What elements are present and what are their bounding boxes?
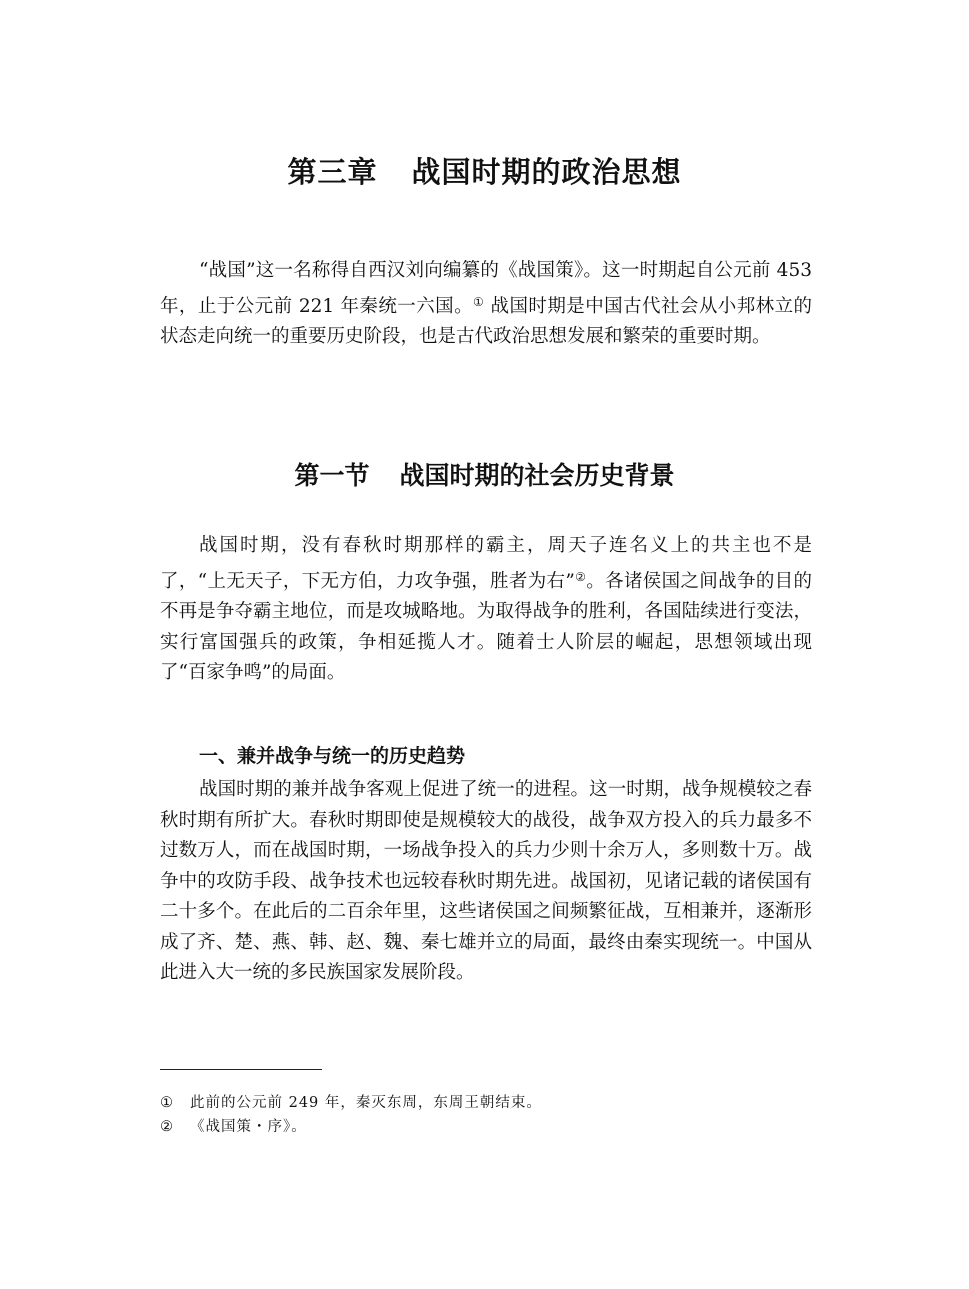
intro-paragraph (160, 256, 812, 353)
subsection-paragraph: 战国时期的兼并战争客观上促进了统一的进程。这一时期，战争规模较之春秋时期有所扩大。春秋时期即使是规模较大的战役，战争双方投入的兵力最多不过数万人，而在战国时期，一场战争投入的兵力少则十余万人，多则数十万。战争中的攻防手段、战争技术也远较春秋时期先进。战国初，见诸记载的诸侯国有二十多个。在此后的二百余年里，这些诸侯国之间频繁征战，互相兼并，逐渐形成了齐、楚、燕、韩、赵、魏、秦七雄并立的局面，最终由秦实现统一。中国从此进入大一统的多民族国家发展阶段。 (160, 779, 812, 983)
section-paragraph (160, 531, 812, 689)
footnote-2-text: 《战国策・序》。 (190, 1119, 307, 1135)
footnote-divider (160, 1069, 322, 1070)
footnote-reference-2[interactable]: ② (574, 569, 587, 584)
footnote-1 (160, 1093, 542, 1113)
section-number: 第一节 (294, 461, 370, 490)
footnote-1-text: 此前的公元前 249 年，秦灭东周，东周王朝结束。 (190, 1095, 542, 1111)
chapter-title (0, 152, 969, 192)
section-name: 战国时期的社会历史背景 (399, 461, 675, 490)
section-title (0, 458, 969, 494)
intro-text-part2: 战国时期是中国古代社会从小邦林立的状态走向统一的重要历史阶段，也是古代政治思想发展和繁荣的重要时期。 (160, 295, 812, 347)
footnote-2 (160, 1117, 307, 1137)
footnote-1-mark: ① (160, 1095, 173, 1111)
intro-text-part1: “战国”这一名称得自西汉刘向编纂的《战国策》。这一时期起自公元前 453 年，止于公元前 221 年秦统一六国。 (160, 260, 812, 317)
subsection-heading: 一、兼并战争与统一的历史趋势 (199, 745, 466, 767)
chapter-number: 第三章 (287, 155, 378, 189)
chapter-name: 战国时期的政治思想 (411, 155, 682, 189)
section-text-part1: 战国时期，没有春秋时期那样的霸主，周天子连名义上的共主也不是了，“上无天子，下无方伯，力攻争强，胜者为右” (160, 535, 812, 592)
footnote-reference-1[interactable]: ① (473, 294, 485, 309)
footnote-2-mark: ② (160, 1119, 173, 1135)
section-text-part2: 。各诸侯国之间战争的目的不再是争夺霸主地位，而是攻城略地。为取得战争的胜利，各国陆续进行变法，实行富国强兵的政策，争相延揽人才。随着士人阶层的崛起，思想领域出现了“百家争鸣”的局面。 (160, 570, 812, 683)
